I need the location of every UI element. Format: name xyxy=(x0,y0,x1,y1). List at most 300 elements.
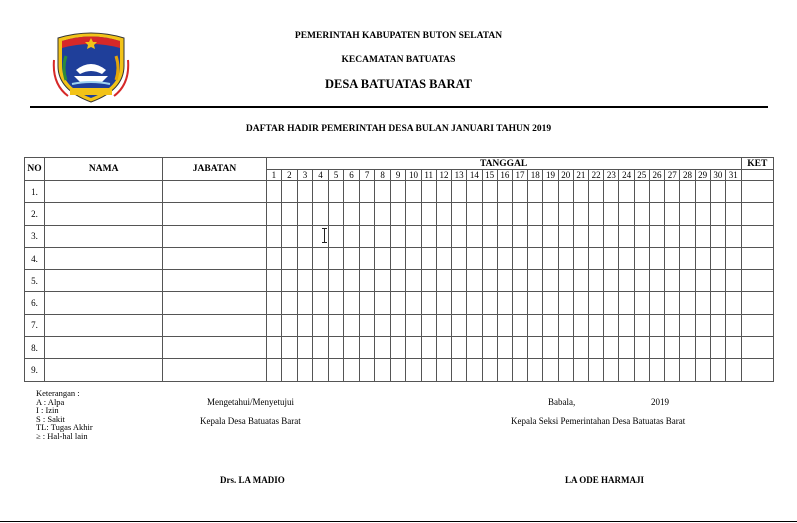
attendance-cell[interactable] xyxy=(344,314,360,336)
attendance-cell[interactable] xyxy=(266,359,282,381)
attendance-cell[interactable] xyxy=(543,292,558,314)
attendance-cell[interactable] xyxy=(406,225,421,247)
attendance-cell[interactable] xyxy=(619,203,634,225)
attendance-cell[interactable] xyxy=(406,181,421,203)
attendance-cell[interactable] xyxy=(375,181,391,203)
attendance-cell[interactable] xyxy=(436,247,451,269)
attendance-cell[interactable] xyxy=(558,247,573,269)
attendance-cell[interactable] xyxy=(313,247,329,269)
attendance-cell[interactable] xyxy=(266,270,282,292)
attendance-cell[interactable] xyxy=(726,225,742,247)
jabatan-cell[interactable] xyxy=(163,292,266,314)
attendance-cell[interactable] xyxy=(266,247,282,269)
attendance-cell[interactable] xyxy=(328,247,344,269)
attendance-cell[interactable] xyxy=(328,359,344,381)
attendance-cell[interactable] xyxy=(634,247,649,269)
attendance-cell[interactable] xyxy=(406,337,421,359)
attendance-cell[interactable] xyxy=(558,337,573,359)
attendance-cell[interactable] xyxy=(344,247,360,269)
attendance-cell[interactable] xyxy=(297,337,313,359)
attendance-cell[interactable] xyxy=(649,337,664,359)
attendance-cell[interactable] xyxy=(665,337,680,359)
attendance-cell[interactable] xyxy=(436,270,451,292)
attendance-cell[interactable] xyxy=(558,270,573,292)
attendance-cell[interactable] xyxy=(313,181,329,203)
attendance-cell[interactable] xyxy=(359,337,375,359)
attendance-cell[interactable] xyxy=(375,270,391,292)
attendance-cell[interactable] xyxy=(375,225,391,247)
attendance-cell[interactable] xyxy=(619,314,634,336)
attendance-cell[interactable] xyxy=(589,181,604,203)
attendance-cell[interactable] xyxy=(649,292,664,314)
attendance-cell[interactable] xyxy=(390,292,406,314)
attendance-cell[interactable] xyxy=(619,270,634,292)
attendance-cell[interactable] xyxy=(390,270,406,292)
attendance-cell[interactable] xyxy=(634,181,649,203)
attendance-cell[interactable] xyxy=(604,181,619,203)
attendance-cell[interactable] xyxy=(649,270,664,292)
attendance-cell[interactable] xyxy=(665,225,680,247)
attendance-cell[interactable] xyxy=(558,181,573,203)
jabatan-cell[interactable] xyxy=(163,270,266,292)
attendance-cell[interactable] xyxy=(543,181,558,203)
attendance-cell[interactable] xyxy=(359,247,375,269)
attendance-cell[interactable] xyxy=(589,337,604,359)
attendance-cell[interactable] xyxy=(512,314,527,336)
attendance-cell[interactable] xyxy=(390,225,406,247)
attendance-cell[interactable] xyxy=(512,247,527,269)
attendance-cell[interactable] xyxy=(328,181,344,203)
attendance-cell[interactable] xyxy=(665,270,680,292)
attendance-cell[interactable] xyxy=(665,181,680,203)
attendance-cell[interactable] xyxy=(313,292,329,314)
attendance-cell[interactable] xyxy=(619,247,634,269)
attendance-cell[interactable] xyxy=(344,181,360,203)
nama-cell[interactable] xyxy=(45,203,163,225)
attendance-cell[interactable] xyxy=(649,203,664,225)
attendance-cell[interactable] xyxy=(726,314,742,336)
attendance-cell[interactable] xyxy=(543,247,558,269)
attendance-cell[interactable] xyxy=(497,270,512,292)
attendance-cell[interactable] xyxy=(482,203,497,225)
ket-cell[interactable] xyxy=(741,359,773,381)
ket-cell[interactable] xyxy=(741,270,773,292)
attendance-cell[interactable] xyxy=(665,247,680,269)
attendance-cell[interactable] xyxy=(297,359,313,381)
nama-cell[interactable] xyxy=(45,314,163,336)
attendance-cell[interactable] xyxy=(512,225,527,247)
attendance-cell[interactable] xyxy=(680,247,695,269)
attendance-cell[interactable] xyxy=(589,270,604,292)
attendance-cell[interactable] xyxy=(406,270,421,292)
attendance-cell[interactable] xyxy=(359,270,375,292)
attendance-cell[interactable] xyxy=(497,247,512,269)
attendance-cell[interactable] xyxy=(328,337,344,359)
attendance-cell[interactable] xyxy=(406,203,421,225)
attendance-cell[interactable] xyxy=(421,247,436,269)
attendance-cell[interactable] xyxy=(421,337,436,359)
attendance-cell[interactable] xyxy=(452,181,467,203)
attendance-cell[interactable] xyxy=(695,359,710,381)
attendance-cell[interactable] xyxy=(573,292,588,314)
attendance-cell[interactable] xyxy=(482,247,497,269)
attendance-cell[interactable] xyxy=(406,359,421,381)
attendance-cell[interactable] xyxy=(497,359,512,381)
attendance-cell[interactable] xyxy=(649,181,664,203)
attendance-cell[interactable] xyxy=(375,292,391,314)
attendance-cell[interactable] xyxy=(467,247,482,269)
attendance-cell[interactable] xyxy=(573,270,588,292)
attendance-cell[interactable] xyxy=(710,337,725,359)
attendance-cell[interactable] xyxy=(482,181,497,203)
attendance-cell[interactable] xyxy=(558,292,573,314)
attendance-cell[interactable] xyxy=(266,337,282,359)
attendance-cell[interactable] xyxy=(390,181,406,203)
attendance-cell[interactable] xyxy=(375,314,391,336)
attendance-cell[interactable] xyxy=(421,181,436,203)
attendance-cell[interactable] xyxy=(359,314,375,336)
attendance-cell[interactable] xyxy=(497,314,512,336)
attendance-cell[interactable] xyxy=(406,314,421,336)
ket-cell[interactable] xyxy=(741,181,773,203)
attendance-cell[interactable] xyxy=(589,225,604,247)
ket-cell[interactable] xyxy=(741,314,773,336)
jabatan-cell[interactable] xyxy=(163,225,266,247)
ket-cell[interactable] xyxy=(741,337,773,359)
attendance-cell[interactable] xyxy=(328,203,344,225)
attendance-cell[interactable] xyxy=(695,247,710,269)
attendance-cell[interactable] xyxy=(436,314,451,336)
attendance-cell[interactable] xyxy=(512,359,527,381)
attendance-cell[interactable] xyxy=(313,337,329,359)
attendance-cell[interactable] xyxy=(543,203,558,225)
attendance-cell[interactable] xyxy=(328,225,344,247)
attendance-cell[interactable] xyxy=(482,337,497,359)
attendance-cell[interactable] xyxy=(266,203,282,225)
attendance-cell[interactable] xyxy=(543,270,558,292)
attendance-cell[interactable] xyxy=(421,314,436,336)
attendance-cell[interactable] xyxy=(695,292,710,314)
attendance-cell[interactable] xyxy=(604,359,619,381)
attendance-cell[interactable] xyxy=(344,270,360,292)
attendance-cell[interactable] xyxy=(359,359,375,381)
attendance-cell[interactable] xyxy=(452,270,467,292)
attendance-cell[interactable] xyxy=(528,203,543,225)
attendance-cell[interactable] xyxy=(589,292,604,314)
attendance-cell[interactable] xyxy=(680,359,695,381)
attendance-cell[interactable] xyxy=(695,203,710,225)
attendance-cell[interactable] xyxy=(619,225,634,247)
attendance-cell[interactable] xyxy=(497,225,512,247)
attendance-cell[interactable] xyxy=(421,203,436,225)
attendance-cell[interactable] xyxy=(375,203,391,225)
attendance-cell[interactable] xyxy=(634,203,649,225)
attendance-cell[interactable] xyxy=(436,181,451,203)
attendance-cell[interactable] xyxy=(512,181,527,203)
attendance-cell[interactable] xyxy=(282,314,298,336)
attendance-cell[interactable] xyxy=(467,225,482,247)
attendance-cell[interactable] xyxy=(695,181,710,203)
attendance-cell[interactable] xyxy=(467,314,482,336)
attendance-cell[interactable] xyxy=(528,359,543,381)
attendance-cell[interactable] xyxy=(649,247,664,269)
attendance-cell[interactable] xyxy=(497,337,512,359)
attendance-cell[interactable] xyxy=(467,359,482,381)
attendance-cell[interactable] xyxy=(680,270,695,292)
attendance-cell[interactable] xyxy=(543,225,558,247)
attendance-cell[interactable] xyxy=(467,181,482,203)
jabatan-cell[interactable] xyxy=(163,247,266,269)
attendance-cell[interactable] xyxy=(665,203,680,225)
attendance-cell[interactable] xyxy=(558,203,573,225)
attendance-cell[interactable] xyxy=(344,225,360,247)
attendance-cell[interactable] xyxy=(436,225,451,247)
attendance-cell[interactable] xyxy=(359,181,375,203)
attendance-cell[interactable] xyxy=(604,337,619,359)
attendance-cell[interactable] xyxy=(573,247,588,269)
attendance-cell[interactable] xyxy=(266,292,282,314)
attendance-cell[interactable] xyxy=(406,292,421,314)
attendance-cell[interactable] xyxy=(695,225,710,247)
attendance-cell[interactable] xyxy=(619,181,634,203)
attendance-cell[interactable] xyxy=(512,337,527,359)
attendance-cell[interactable] xyxy=(512,292,527,314)
attendance-cell[interactable] xyxy=(558,359,573,381)
nama-cell[interactable] xyxy=(45,359,163,381)
attendance-cell[interactable] xyxy=(710,314,725,336)
attendance-cell[interactable] xyxy=(726,203,742,225)
attendance-cell[interactable] xyxy=(726,359,742,381)
attendance-cell[interactable] xyxy=(634,292,649,314)
attendance-cell[interactable] xyxy=(528,181,543,203)
attendance-cell[interactable] xyxy=(266,181,282,203)
ket-cell[interactable] xyxy=(741,292,773,314)
attendance-cell[interactable] xyxy=(573,181,588,203)
attendance-cell[interactable] xyxy=(328,292,344,314)
attendance-cell[interactable] xyxy=(452,359,467,381)
attendance-cell[interactable] xyxy=(573,225,588,247)
jabatan-cell[interactable] xyxy=(163,359,266,381)
nama-cell[interactable] xyxy=(45,292,163,314)
attendance-cell[interactable] xyxy=(604,203,619,225)
attendance-cell[interactable] xyxy=(282,181,298,203)
attendance-cell[interactable] xyxy=(452,292,467,314)
attendance-cell[interactable] xyxy=(344,337,360,359)
attendance-cell[interactable] xyxy=(452,225,467,247)
attendance-cell[interactable] xyxy=(680,225,695,247)
attendance-cell[interactable] xyxy=(589,203,604,225)
attendance-cell[interactable] xyxy=(710,203,725,225)
attendance-cell[interactable] xyxy=(497,181,512,203)
attendance-cell[interactable] xyxy=(634,314,649,336)
attendance-cell[interactable] xyxy=(528,337,543,359)
attendance-cell[interactable] xyxy=(467,270,482,292)
nama-cell[interactable] xyxy=(45,337,163,359)
attendance-cell[interactable] xyxy=(482,359,497,381)
attendance-cell[interactable] xyxy=(680,337,695,359)
attendance-cell[interactable] xyxy=(297,181,313,203)
attendance-cell[interactable] xyxy=(297,247,313,269)
attendance-cell[interactable] xyxy=(482,292,497,314)
attendance-cell[interactable] xyxy=(313,314,329,336)
attendance-cell[interactable] xyxy=(482,314,497,336)
attendance-cell[interactable] xyxy=(680,292,695,314)
attendance-cell[interactable] xyxy=(406,247,421,269)
attendance-cell[interactable] xyxy=(313,270,329,292)
attendance-cell[interactable] xyxy=(726,270,742,292)
attendance-cell[interactable] xyxy=(436,203,451,225)
attendance-cell[interactable] xyxy=(528,270,543,292)
attendance-cell[interactable] xyxy=(282,247,298,269)
attendance-cell[interactable] xyxy=(665,292,680,314)
attendance-cell[interactable] xyxy=(528,314,543,336)
attendance-cell[interactable] xyxy=(634,225,649,247)
attendance-cell[interactable] xyxy=(619,337,634,359)
attendance-cell[interactable] xyxy=(695,270,710,292)
attendance-cell[interactable] xyxy=(528,292,543,314)
attendance-cell[interactable] xyxy=(467,337,482,359)
attendance-cell[interactable] xyxy=(573,337,588,359)
ket-cell[interactable] xyxy=(741,247,773,269)
attendance-cell[interactable] xyxy=(282,270,298,292)
attendance-cell[interactable] xyxy=(282,292,298,314)
attendance-cell[interactable] xyxy=(558,225,573,247)
attendance-cell[interactable] xyxy=(573,314,588,336)
attendance-cell[interactable] xyxy=(589,314,604,336)
attendance-cell[interactable] xyxy=(589,247,604,269)
attendance-cell[interactable] xyxy=(436,292,451,314)
attendance-cell[interactable] xyxy=(344,292,360,314)
attendance-cell[interactable] xyxy=(710,359,725,381)
attendance-cell[interactable] xyxy=(604,247,619,269)
attendance-cell[interactable] xyxy=(604,314,619,336)
attendance-cell[interactable] xyxy=(452,337,467,359)
attendance-cell[interactable] xyxy=(649,314,664,336)
attendance-cell[interactable] xyxy=(710,270,725,292)
nama-cell[interactable] xyxy=(45,181,163,203)
nama-cell[interactable] xyxy=(45,225,163,247)
attendance-cell[interactable] xyxy=(297,270,313,292)
attendance-cell[interactable] xyxy=(344,203,360,225)
attendance-cell[interactable] xyxy=(390,337,406,359)
attendance-cell[interactable] xyxy=(680,203,695,225)
ket-cell[interactable] xyxy=(741,203,773,225)
nama-cell[interactable] xyxy=(45,247,163,269)
attendance-cell[interactable] xyxy=(452,247,467,269)
attendance-cell[interactable] xyxy=(497,292,512,314)
attendance-cell[interactable] xyxy=(421,292,436,314)
attendance-cell[interactable] xyxy=(665,359,680,381)
attendance-cell[interactable] xyxy=(634,270,649,292)
jabatan-cell[interactable] xyxy=(163,203,266,225)
attendance-cell[interactable] xyxy=(467,292,482,314)
attendance-cell[interactable] xyxy=(282,337,298,359)
attendance-cell[interactable] xyxy=(634,337,649,359)
attendance-cell[interactable] xyxy=(649,359,664,381)
attendance-cell[interactable] xyxy=(482,270,497,292)
attendance-cell[interactable] xyxy=(604,292,619,314)
attendance-cell[interactable] xyxy=(573,203,588,225)
attendance-cell[interactable] xyxy=(482,225,497,247)
attendance-cell[interactable] xyxy=(726,181,742,203)
attendance-cell[interactable] xyxy=(710,292,725,314)
attendance-cell[interactable] xyxy=(710,247,725,269)
attendance-cell[interactable] xyxy=(421,359,436,381)
attendance-cell[interactable] xyxy=(726,292,742,314)
attendance-cell[interactable] xyxy=(604,225,619,247)
attendance-cell[interactable] xyxy=(589,359,604,381)
attendance-cell[interactable] xyxy=(436,359,451,381)
attendance-cell[interactable] xyxy=(313,359,329,381)
attendance-cell[interactable] xyxy=(634,359,649,381)
attendance-cell[interactable] xyxy=(573,359,588,381)
attendance-cell[interactable] xyxy=(528,247,543,269)
jabatan-cell[interactable] xyxy=(163,314,266,336)
jabatan-cell[interactable] xyxy=(163,181,266,203)
jabatan-cell[interactable] xyxy=(163,337,266,359)
attendance-cell[interactable] xyxy=(512,203,527,225)
attendance-cell[interactable] xyxy=(359,292,375,314)
attendance-cell[interactable] xyxy=(266,225,282,247)
attendance-cell[interactable] xyxy=(452,203,467,225)
attendance-cell[interactable] xyxy=(282,203,298,225)
attendance-cell[interactable] xyxy=(665,314,680,336)
attendance-cell[interactable] xyxy=(282,359,298,381)
attendance-cell[interactable] xyxy=(297,314,313,336)
attendance-cell[interactable] xyxy=(297,292,313,314)
attendance-cell[interactable] xyxy=(680,314,695,336)
attendance-cell[interactable] xyxy=(266,314,282,336)
attendance-cell[interactable] xyxy=(375,247,391,269)
attendance-cell[interactable] xyxy=(390,314,406,336)
attendance-cell[interactable] xyxy=(328,314,344,336)
attendance-cell[interactable] xyxy=(528,225,543,247)
attendance-cell[interactable] xyxy=(282,225,298,247)
attendance-cell[interactable] xyxy=(680,181,695,203)
attendance-cell[interactable] xyxy=(297,203,313,225)
attendance-cell[interactable] xyxy=(375,359,391,381)
attendance-cell[interactable] xyxy=(390,359,406,381)
attendance-cell[interactable] xyxy=(359,225,375,247)
attendance-cell[interactable] xyxy=(436,337,451,359)
attendance-cell[interactable] xyxy=(497,203,512,225)
attendance-cell[interactable] xyxy=(695,314,710,336)
attendance-cell[interactable] xyxy=(375,337,391,359)
attendance-cell[interactable] xyxy=(452,314,467,336)
attendance-cell[interactable] xyxy=(390,247,406,269)
attendance-cell[interactable] xyxy=(359,203,375,225)
attendance-cell[interactable] xyxy=(390,203,406,225)
attendance-cell[interactable] xyxy=(344,359,360,381)
attendance-cell[interactable] xyxy=(421,225,436,247)
attendance-cell[interactable] xyxy=(649,225,664,247)
attendance-cell[interactable] xyxy=(512,270,527,292)
attendance-cell[interactable] xyxy=(421,270,436,292)
attendance-cell[interactable] xyxy=(328,270,344,292)
attendance-cell[interactable] xyxy=(695,337,710,359)
ket-cell[interactable] xyxy=(741,225,773,247)
nama-cell[interactable] xyxy=(45,270,163,292)
attendance-cell[interactable] xyxy=(543,359,558,381)
attendance-cell[interactable] xyxy=(543,337,558,359)
attendance-cell[interactable] xyxy=(543,314,558,336)
attendance-cell[interactable] xyxy=(726,337,742,359)
attendance-cell[interactable] xyxy=(313,203,329,225)
attendance-cell[interactable] xyxy=(604,270,619,292)
attendance-cell[interactable] xyxy=(710,181,725,203)
attendance-cell[interactable] xyxy=(710,225,725,247)
attendance-cell[interactable] xyxy=(619,292,634,314)
